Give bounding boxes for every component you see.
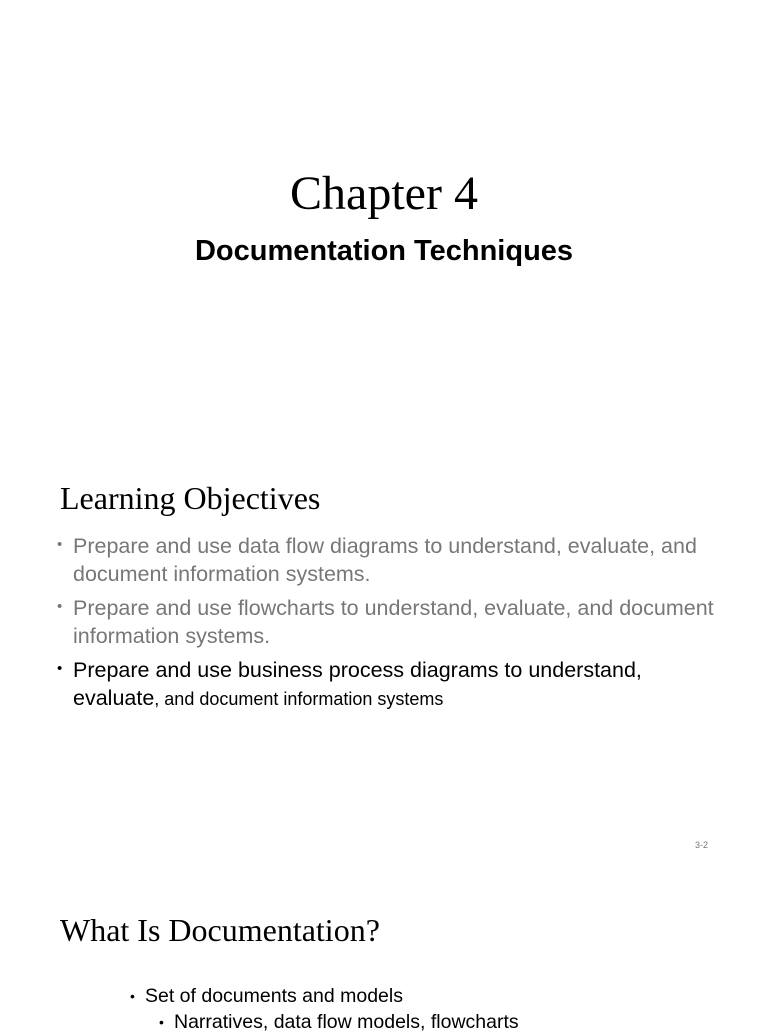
- chapter-subtitle: Documentation Techniques: [194, 235, 574, 267]
- objective-text: Prepare and use data flow diagrams to understand, evaluate, and document information systems.: [73, 534, 697, 586]
- objective-text-small: , and document information systems: [154, 689, 444, 709]
- list-item: [159, 1009, 730, 1035]
- bullet-icon: •: [130, 988, 135, 1004]
- page-number: 3-2: [695, 840, 709, 850]
- bullet-icon: •: [57, 536, 63, 553]
- bullet-icon: •: [57, 660, 63, 677]
- list-item: [56, 656, 726, 713]
- documentation-list: [130, 983, 730, 1035]
- what-is-documentation-heading: What Is Documentation?: [60, 912, 380, 948]
- documentation-text: Narratives, data flow models, flowcharts: [174, 1011, 519, 1033]
- learning-objectives-heading: Learning Objectives: [60, 480, 321, 516]
- objective-text: Prepare and use flowcharts to understand, evaluate, and document information systems.: [73, 596, 714, 648]
- list-item: [56, 532, 726, 588]
- chapter-title: Chapter 4: [290, 167, 478, 220]
- learning-objectives-list: [56, 532, 726, 719]
- list-item: [56, 594, 726, 650]
- bullet-icon: •: [159, 1014, 164, 1030]
- list-item: [130, 983, 730, 1009]
- bullet-icon: •: [57, 598, 63, 615]
- objective-text: Prepare and use business process diagrams to understand, evaluate: [73, 658, 642, 710]
- documentation-text: Set of documents and models: [145, 985, 403, 1007]
